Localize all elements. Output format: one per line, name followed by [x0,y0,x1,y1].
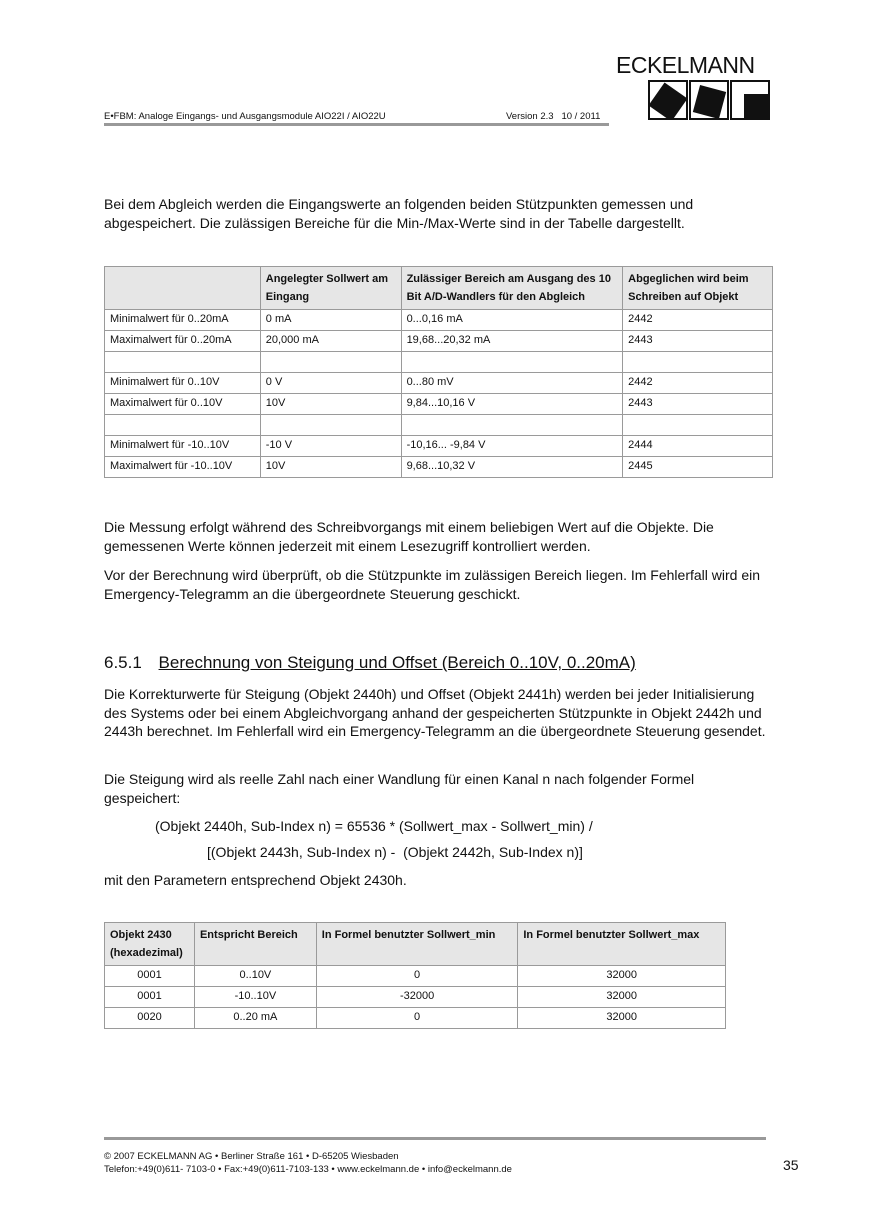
table-cell: 2443 [623,331,773,352]
header-cell: Objekt 2430 (hexadezimal) [105,923,195,966]
table-cell: Maximalwert für -10..10V [105,457,261,478]
paragraph-parameters: mit den Parametern entsprechend Objekt 2430h. [104,872,407,888]
table-cell: 0...80 mV [401,373,623,394]
table-cell: 20,000 mA [260,331,401,352]
table-cell: 32000 [518,1008,726,1029]
table-cell [105,352,261,373]
header-cell: Abgeglichen wird beim Schreiben auf Objekt [623,267,773,310]
header-cell [105,267,261,310]
table-cell: 2443 [623,394,773,415]
table-cell: 0020 [105,1008,195,1029]
header-cell: In Formel benutzter Sollwert_min [316,923,518,966]
page-number: 35 [783,1157,799,1173]
table-cell: 0 [316,1008,518,1029]
table-cell: -10,16... -9,84 V [401,436,623,457]
table-cell: -10 V [260,436,401,457]
table-cell: 0..10V [194,966,316,987]
table-cell: -32000 [316,987,518,1008]
logo-text: ECKELMANN [616,52,755,78]
table-row [105,373,773,394]
table-cell [105,415,261,436]
table-cell: 9,84...10,16 V [401,394,623,415]
formula-line-1: (Objekt 2440h, Sub-Index n) = 65536 * (Sollwert_max - Sollwert_min) / [155,818,593,834]
table-cell: 0001 [105,987,195,1008]
table-header-row [105,923,726,966]
table-row [105,1008,726,1029]
section-title: Berechnung von Steigung und Offset (Bereich 0..10V, 0..20mA) [158,653,636,672]
formula-line-2: [(Objekt 2443h, Sub-Index n) - (Objekt 2442h, Sub-Index n)] [207,844,583,860]
table-header-row [105,267,773,310]
table-row [105,415,773,436]
table-cell: 9,68...10,32 V [401,457,623,478]
table-cell: Minimalwert für 0..10V [105,373,261,394]
table-cell: 32000 [518,966,726,987]
table-cell: Minimalwert für 0..20mA [105,310,261,331]
table-row [105,310,773,331]
doc-version: Version 2.3 10 / 2011 [506,111,601,122]
section-number: 6.5.1 [104,653,142,672]
header-cell: In Formel benutzter Sollwert_max [518,923,726,966]
table-row [105,987,726,1008]
table-cell: Maximalwert für 0..10V [105,394,261,415]
table-cell [401,415,623,436]
table-cell: 2442 [623,310,773,331]
paragraph-check: Vor der Berechnung wird überprüft, ob die Stützpunkte im zulässigen Bereich liegen. Im Fehlerfall wird ein Emergency-Telegramm an die übergeordnete Steuerung geschickt. [104,567,761,602]
table-cell: 32000 [518,987,726,1008]
footer-rule [104,1137,766,1140]
intro-paragraph: Bei dem Abgleich werden die Eingangswerte an folgenden beiden Stützpunkten gemessen und abgespeichert. Die zulässigen Bereiche für die Min-/Max-Werte sind in der Tabelle dargestellt. [104,196,694,231]
paragraph-measurement: Die Messung erfolgt während des Schreibvorgangs mit einem beliebigen Wert auf die Objekte. Die gemessenen Werte können jederzeit mit einem Lesezugriff kontrolliert werden. [104,519,714,554]
table-cell: 0001 [105,966,195,987]
table-cell: 2442 [623,373,773,394]
table-row [105,352,773,373]
table-cell [401,352,623,373]
table-cell [260,352,401,373]
doc-title: E•FBM: Analoge Eingangs- und Ausgangsmodule AIO22I / AIO22U [104,111,386,122]
table-cell: 0..20 mA [194,1008,316,1029]
table-cell: 0 [316,966,518,987]
parameter-table [104,922,726,1029]
table-cell [623,415,773,436]
table-cell: 2445 [623,457,773,478]
header-cell: Entspricht Bereich [194,923,316,966]
table-cell: -10..10V [194,987,316,1008]
header-rule [104,123,609,126]
table-cell [260,415,401,436]
table-row [105,436,773,457]
table-row [105,966,726,987]
table-cell [623,352,773,373]
section-heading [104,653,636,673]
table-cell: 0 V [260,373,401,394]
table-cell: Minimalwert für -10..10V [105,436,261,457]
paragraph-correction: Die Korrekturwerte für Steigung (Objekt 2440h) und Offset (Objekt 2441h) werden bei jeder Initialisierung des Systems oder bei einem Abgleichvorgang anhand der gespeicherten Stützpunkte in Objekt 2442h und 2443h berechnet. Im Fehlerfall wird ein Emergency-Telegramm an die übergeordnete Steuerung gesendet. [104,686,766,739]
table-cell: 0 mA [260,310,401,331]
footer-contact: Telefon:+49(0)611- 7103-0 • Fax:+49(0)611-7103-133 • www.eckelmann.de • info@eckelmann.de [104,1164,512,1175]
header-cell: Zulässiger Bereich am Ausgang des 10 Bit A/D-Wandlers für den Abgleich [401,267,623,310]
table-row [105,394,773,415]
footer-address: © 2007 ECKELMANN AG • Berliner Straße 161 • D-65205 Wiesbaden [104,1151,399,1162]
table-cell: 10V [260,457,401,478]
table-cell: 2444 [623,436,773,457]
table-cell: 19,68...20,32 mA [401,331,623,352]
table-row [105,457,773,478]
table-cell: Maximalwert für 0..20mA [105,331,261,352]
table-row [105,331,773,352]
calibration-table [104,266,773,478]
table-cell: 10V [260,394,401,415]
header-cell: Angelegter Sollwert am Eingang [260,267,401,310]
table-cell: 0...0,16 mA [401,310,623,331]
paragraph-slope: Die Steigung wird als reelle Zahl nach einer Wandlung für einen Kanal n nach folgender Formel gespeichert: [104,771,695,806]
